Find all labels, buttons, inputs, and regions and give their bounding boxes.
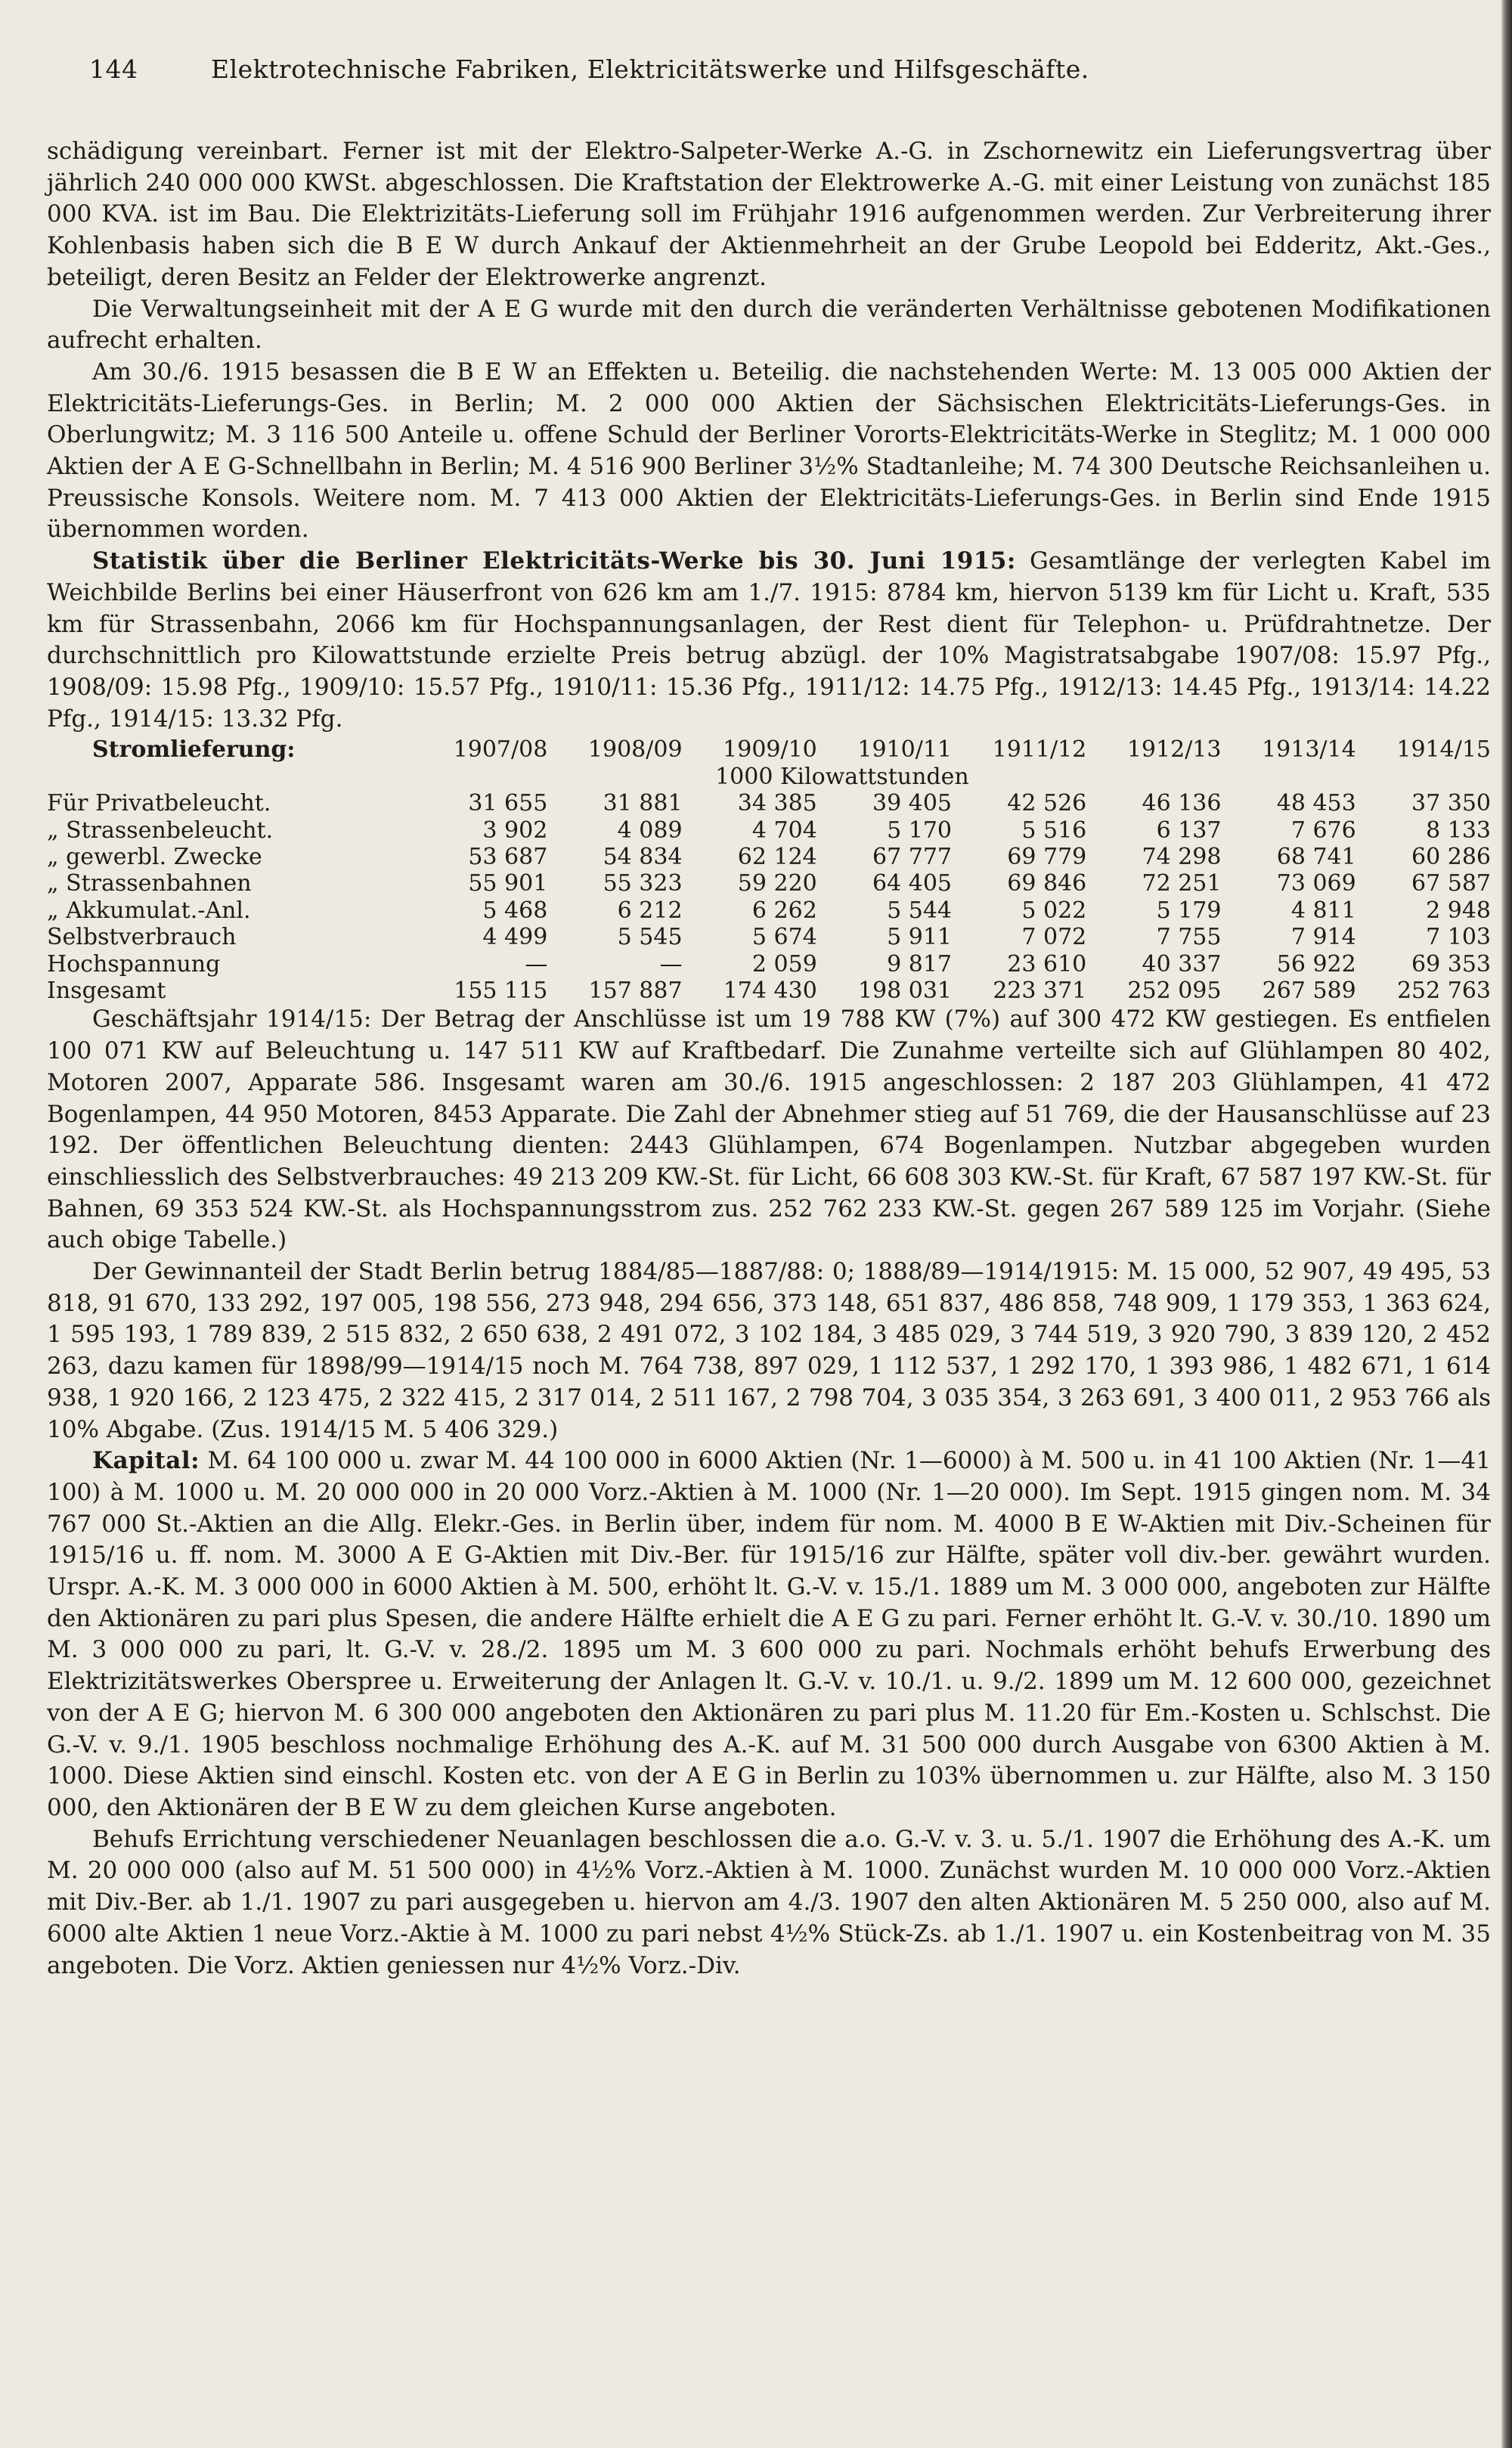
row-label: Für Privatbeleucht. (47, 790, 271, 817)
table-header-row (47, 736, 1491, 763)
table-cell: 155 115 (454, 978, 548, 1005)
table-row (47, 897, 1491, 924)
table-cell: 5 516 (1021, 817, 1087, 844)
table-cell: 174 430 (723, 978, 817, 1005)
paragraph-verwaltungseinheit: Die Verwaltungseinheit mit der A E G wurde mit den durch die veränderten Verhältnisse gebotenen Modifikationen aufrecht erhalten. (47, 295, 1491, 355)
table-cell: 5 544 (887, 897, 953, 924)
table-cell: 60 286 (1411, 843, 1491, 870)
paragraph-geschaeftsjahr: Geschäftsjahr 1914/15: Der Betrag der Anschlüsse ist um 19 788 KW (7%) auf 300 472 KW gestiegen. Es entfielen 100 071 KW auf Beleuchtung u. 147 511 KW auf Kraftbedarf. Die Zunahme verteilte sich auf Glühlampen 80 402, Motoren 2007, Apparate 586. Insgesamt waren am 30./6. 1915 angeschlossen: 2 187 203 Glühlampen, 41 472 Bogenlampen, 44 950 Motoren, 8453 Apparate. Die Zahl der Abnehmer stieg auf 51 769, die der Hausanschlüsse auf 23 192. Der öffentlichen Beleuchtung dienten: 2443 Glühlampen, 674 Bogenlampen. Nutzbar abgegeben wurden einschliesslich des Selbstverbrauches: 49 213 209 KW.-St. für Licht, 66 608 303 KW.-St. für Kraft, 67 587 197 KW.-St. für Bahnen, 69 353 524 KW.-St. als Hochspannungsstrom zus. 252 762 233 KW.-St. gegen 267 589 125 im Vorjahr. (Siehe auch obige Tabelle.) (47, 1006, 1491, 1254)
paragraph-effekten: Am 30./6. 1915 besassen die B E W an Effekten u. Beteilig. die nachstehenden Werte: M. 13 005 000 Aktien der Elektricitäts-Lieferungs-Ges. in Berlin; M. 2 000 000 Aktien der Sächsischen Elektricitäts-Lieferungs-Ges. in Oberlungwitz; M. 3 116 500 Anteile u. offene Schuld der Berliner Vororts-Elektricitäts-Werke in Steglitz; M. 1 000 000 Aktien der A E G-Schnellbahn in Berlin; M. 4 516 900 Berliner 3½% Stadtanleihe; M. 74 300 Deutsche Reichsanleihen u. Preussische Konsols. Weitere nom. M. 7 413 000 Aktien der Elektricitäts-Lieferungs-Ges. in Berlin sind Ende 1915 übernommen worden. (47, 358, 1491, 544)
table-cell: — (525, 950, 548, 978)
table-cell: 7 676 (1290, 817, 1356, 844)
table-cell: 69 353 (1411, 950, 1491, 978)
table-cell: 34 385 (737, 790, 817, 817)
table-cell: 42 526 (1007, 790, 1087, 817)
table-cell: 2 059 (751, 950, 817, 978)
table-cell: 5 022 (1021, 897, 1087, 924)
table-row (47, 817, 1491, 844)
table-cell: 48 453 (1276, 790, 1356, 817)
table-cell: 40 337 (1142, 950, 1222, 978)
table-cell: 73 069 (1276, 870, 1356, 897)
statistik-text: Gesamtlänge der verlegten Kabel im Weichbilde Berlins bei einer Häuserfront von 626 km am 1./7. 1915: 8784 km, hiervon 5139 km für Licht u. Kraft, 535 km für Strassenbahn, 2066 km für Hochspannungsanlagen, der Rest dient für Telephon- u. Prüfdrahtnetze. Der durchschnittlich pro Kilowattstunde erzielte Preis betrug abzügl. der 10% Magistratsabgabe 1907/08: 15.97 Pfg., 1908/09: 15.98 Pfg., 1909/10: 15.57 Pfg., 1910/11: 15.36 Pfg., 1911/12: 14.75 Pfg., 1912/13: 14.45 Pfg., 1913/14: 14.22 Pfg., 1914/15: 13.32 Pfg. (47, 547, 1491, 733)
table-row (47, 924, 1491, 950)
table-cell: 5 179 (1156, 897, 1222, 924)
table-cell: 56 922 (1276, 950, 1356, 978)
paragraph-statistik (47, 546, 1491, 735)
paragraph-kohlenbasis: schädigung vereinbart. Ferner ist mit der Elektro-Salpeter-Werke A.-G. in Zschornewitz ein Lieferungsvertrag über jährlich 240 000 000 KWSt. abgeschlossen. Die Kraftstation der Elektrowerke A.-G. mit einer Leistung von zunächst 185 000 KVA. ist im Bau. Die Elektrizitäts-Lieferung soll im Frühjahr 1916 aufgenommen werden. Zur Verbreiterung ihrer Kohlenbasis haben sich die B E W durch Ankauf der Aktienmehrheit an der Grube Leopold bei Edderitz, Akt.-Ges., beteiligt, deren Besitz an Felder der Elektrowerke angrenzt. (47, 138, 1491, 291)
table-cell: 7 103 (1426, 924, 1491, 951)
table-cell: 31 655 (468, 790, 548, 817)
row-label: „ Strassenbahnen (47, 870, 252, 897)
year-header: 1911/12 (992, 736, 1087, 764)
table-cell: 46 136 (1142, 790, 1222, 817)
page-number: 144 (89, 54, 138, 84)
table-cell: 7 072 (1021, 924, 1087, 951)
table-cell: 6 137 (1156, 817, 1222, 844)
year-header: 1909/10 (723, 736, 817, 764)
table-cell: 5 468 (482, 897, 548, 924)
year-header: 1913/14 (1262, 736, 1356, 764)
table-cell: 54 834 (603, 843, 683, 870)
table-cell: 5 545 (617, 924, 683, 951)
table-cell: 59 220 (737, 870, 817, 897)
year-header: 1907/08 (453, 736, 548, 764)
table-row (47, 870, 1491, 897)
table-cell: 4 811 (1290, 897, 1356, 924)
year-header: 1914/15 (1396, 736, 1491, 764)
kapital-heading: Kapital: (92, 1447, 200, 1475)
table-row (47, 951, 1491, 978)
row-label: Hochspannung (47, 950, 221, 978)
page-body (47, 136, 1491, 1982)
table-unit: 1000 Kilowattstunden (715, 763, 969, 790)
table-cell: 64 405 (872, 870, 953, 897)
row-label: „ Strassenbeleucht. (47, 817, 274, 844)
table-cell: 267 589 (1262, 978, 1356, 1005)
table-cell: 6 212 (617, 897, 683, 924)
table-cell: 9 817 (887, 950, 953, 978)
year-header: 1908/09 (587, 736, 683, 764)
table-cell: 72 251 (1142, 870, 1222, 897)
running-title: Elektrotechnische Fabriken, Elektricitätswerke und Hilfsgeschäfte. (211, 54, 1089, 84)
table-cell: 4 499 (482, 924, 548, 951)
table-cell: 62 124 (737, 843, 817, 870)
table-cell: 7 914 (1290, 924, 1356, 951)
table-row-total (47, 978, 1491, 1004)
table-cell: 5 911 (887, 924, 953, 951)
row-label: „ Akkumulat.-Anl. (47, 897, 251, 924)
table-cell: 4 089 (617, 817, 683, 844)
table-cell: 3 902 (482, 817, 548, 844)
year-header: 1910/11 (857, 736, 953, 764)
table-cell: 157 887 (588, 978, 683, 1005)
table-cell: 223 371 (993, 978, 1087, 1005)
table-cell: 2 948 (1426, 897, 1491, 924)
table-cell: 8 133 (1426, 817, 1491, 844)
table-cell: 53 687 (468, 843, 548, 870)
page-edge-shadow (1501, 0, 1512, 2448)
table-row (47, 844, 1491, 870)
table-cell: 6 262 (751, 897, 817, 924)
table-cell: 55 323 (603, 870, 683, 897)
paragraph-neuanlagen: Behufs Errichtung verschiedener Neuanlagen beschlossen die a.o. G.-V. v. 3. u. 5./1. 1907 die Erhöhung des A.-K. um M. 20 000 000 (also auf M. 51 500 000) in 4½% Vorz.-Aktien à M. 1000. Zunächst wurden M. 10 000 000 Vorz.-Aktien mit Div.-Ber. ab 1./1. 1907 zu pari ausgegeben u. hiervon am 4./3. 1907 den alten Aktionären M. 5 250 000, also auf M. 6000 alte Aktien 1 neue Vorz.-Aktie à M. 1000 zu pari nebst 4½% Stück-Zs. ab 1./1. 1907 u. ein Kostenbeitrag von M. 35 angeboten. Die Vorz. Aktien geniessen nur 4½% Vorz.-Div. (47, 1825, 1491, 1979)
table-cell: 23 610 (1007, 950, 1087, 978)
running-header (89, 54, 1465, 84)
table-cell: 252 763 (1396, 978, 1491, 1005)
unit-spacer (47, 764, 413, 790)
table-cell: 5 674 (751, 924, 817, 951)
paragraph-gewinnanteil: Der Gewinnanteil der Stadt Berlin betrug 1884/85—1887/88: 0; 1888/89—1914/1915: M. 15 000, 52 907, 49 495, 53 818, 91 670, 133 292, 197 005, 198 556, 273 948, 294 656, 373 148, 651 837, 486 858, 748 909, 1 179 353, 1 363 624, 1 595 193, 1 789 839, 2 515 832, 2 650 638, 2 491 072, 3 102 184, 3 485 029, 3 744 519, 3 920 790, 3 839 120, 2 452 263, dazu kamen für 1898/99—1914/15 noch M. 764 738, 897 029, 1 112 537, 1 292 170, 1 393 986, 1 482 671, 1 614 938, 1 920 166, 2 123 475, 2 322 415, 2 317 014, 2 511 167, 2 798 704, 3 035 354, 3 263 691, 3 400 011, 2 953 766 als 10% Abgabe. (Zus. 1914/15 M. 5 406 329.) (47, 1258, 1491, 1443)
table-cell: — (659, 950, 683, 978)
table-cell: 55 901 (468, 870, 548, 897)
table-cell: 67 587 (1411, 870, 1491, 897)
table-cell: 252 095 (1127, 978, 1222, 1005)
table-cell: 37 350 (1411, 790, 1491, 817)
table-cell: 67 777 (872, 843, 953, 870)
table-cell: 39 405 (872, 790, 953, 817)
row-label: „ gewerbl. Zwecke (47, 843, 262, 870)
table-cell: 31 881 (603, 790, 683, 817)
year-header: 1912/13 (1126, 736, 1222, 764)
table-cell: 68 741 (1276, 843, 1356, 870)
table-caption: Stromlieferung: (92, 736, 296, 764)
table-cell: 5 170 (887, 817, 953, 844)
paragraph-kapital (47, 1446, 1491, 1824)
row-label: Insgesamt (47, 978, 166, 1005)
table-unit-row (47, 764, 1491, 790)
table-cell: 4 704 (751, 817, 817, 844)
table-cell: 69 779 (1007, 843, 1087, 870)
table-row (47, 790, 1491, 817)
kapital-text: M. 64 100 000 u. zwar M. 44 100 000 in 6000 Aktien (Nr. 1—6000) à M. 500 u. in 41 100 Aktien (Nr. 1—41 100) à M. 1000 u. M. 20 000 000 in 20 000 Vorz.-Aktien à M. 1000 (Nr. 1—20 000). Im Sept. 1915 gingen nom. M. 34 767 000 St.-Aktien an die Allg. Elekr.-Ges. in Berlin über, indem für nom. M. 4000 B E W-Aktien mit Div.-Scheinen für 1915/16 u. ff. nom. M. 3000 A E G-Aktien mit Div.-Ber. für 1915/16 zur Hälfte, später voll div.-ber. gewährt wurden. Urspr. A.-K. M. 3 000 000 in 6000 Aktien à M. 500, erhöht lt. G.-V. v. 15./1. 1889 um M. 3 000 000, angeboten zur Hälfte den Aktionären zu pari plus Spesen, die andere Hälfte erhielt die A E G zu pari. Ferner erhöht lt. G.-V. v. 30./10. 1890 um M. 3 000 000 zu pari, lt. G.-V. v. 28./2. 1895 um M. 3 600 000 zu pari. Nochmals erhöht behufs Erwerbung des Elektrizitätswerkes Oberspree u. Erweiterung der Anlagen lt. G.-V. v. 10./1. u. 9./2. 1899 um M. 12 600 000, gezeichnet von der A E G; hiervon M. 6 300 000 angeboten den Aktionären zu pari plus M. 11.20 für Em.-Kosten u. Schlschst. Die G.-V. v. 9./1. 1905 beschloss nochmalige Erhöhung des A.-K. auf M. 31 500 000 durch Ausgabe von 6300 Aktien à M. 1000. Diese Aktien sind einschl. Kosten etc. von der A E G in Berlin zu 103% übernommen u. zur Hälfte, also M. 3 150 000, den Aktionären der B E W zu dem gleichen Kurse angeboten. (47, 1447, 1491, 1821)
row-label: Selbstverbrauch (47, 924, 237, 951)
table-cell: 74 298 (1142, 843, 1222, 870)
table-cell: 7 755 (1156, 924, 1222, 951)
statistik-heading: Statistik über die Berliner Elektricitäts-Werke bis 30. Juni 1915: (92, 547, 1016, 575)
stromlieferung-table (47, 736, 1491, 1004)
table-cell: 69 846 (1007, 870, 1087, 897)
table-cell: 198 031 (857, 978, 953, 1005)
